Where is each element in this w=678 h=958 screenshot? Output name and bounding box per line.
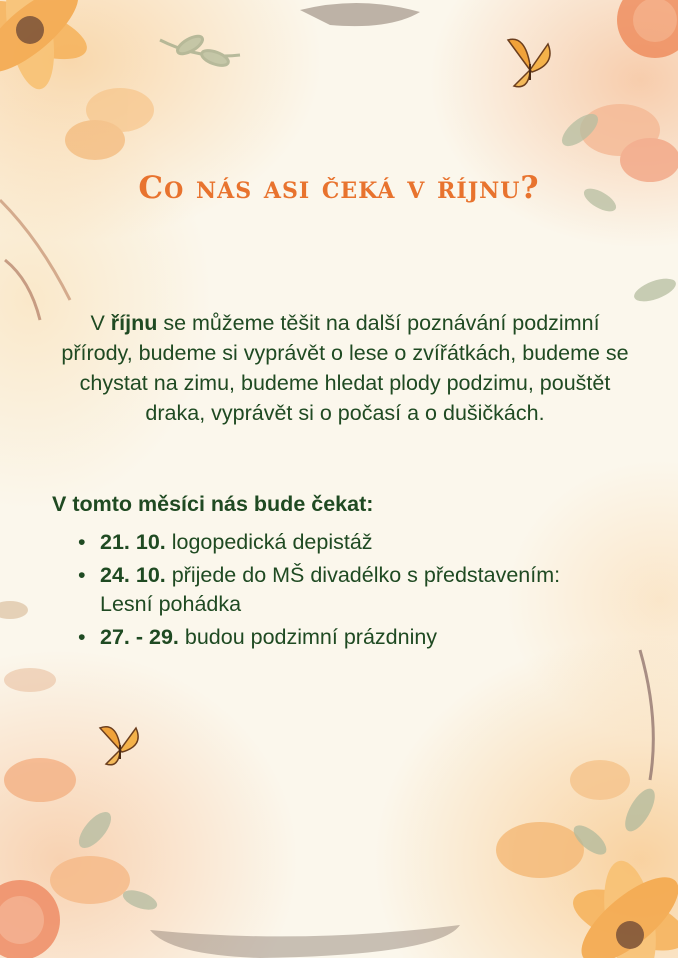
leaves-left-mid-icon	[0, 601, 56, 692]
event-text: logopedická depistáž	[165, 530, 373, 554]
list-item	[75, 561, 595, 619]
intro-highlight: říjnu	[110, 311, 158, 335]
event-date: 27. - 29.	[100, 625, 179, 649]
brush-stroke-top	[300, 3, 420, 26]
event-date: 24. 10.	[100, 563, 166, 587]
bullet-icon: •	[78, 563, 86, 587]
bullet-icon: •	[78, 530, 86, 554]
events-list	[75, 528, 595, 656]
list-item	[75, 528, 595, 557]
bullet-icon: •	[78, 625, 86, 649]
event-text: budou podzimní prázdniny	[178, 625, 438, 649]
butterfly-top-icon	[508, 39, 550, 86]
flower-top-left-2-icon	[65, 88, 154, 160]
list-item	[75, 623, 595, 652]
butterfly-bottom-icon	[100, 727, 138, 765]
events-heading: V tomto měsíci nás bude čekat:	[52, 492, 374, 516]
page-title: Co nás asi čeká v říjnu?	[138, 170, 540, 206]
brush-stroke-bottom	[150, 925, 460, 958]
intro-paragraph	[55, 308, 635, 428]
intro-prefix: V	[90, 311, 111, 335]
intro-text: se můžeme těšit na další poznávání podzimní přírody, budeme si vyprávět o lese o zvířátkách, budeme se chystat na zimu, budeme hledat plody podzimu, pouštět draka, vyprávět si o počasí a o dušičkách.	[61, 311, 629, 425]
flower-top-left-icon	[0, 0, 94, 93]
event-text: přijede do MŠ divadélko s představením: Lesní pohádka	[100, 563, 561, 616]
leaves-bottom-right-icon	[569, 650, 661, 860]
flower-top-right-icon	[580, 0, 678, 182]
event-date: 21. 10.	[100, 530, 166, 554]
flower-bottom-left-icon	[0, 758, 130, 958]
